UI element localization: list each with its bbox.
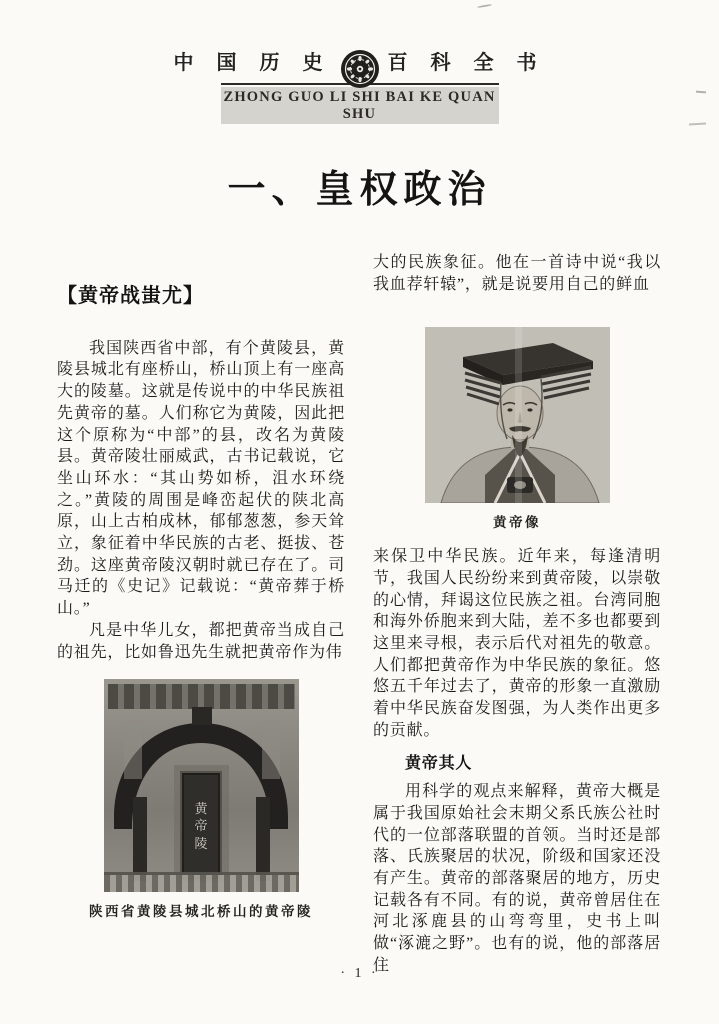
right-column — [373, 252, 661, 976]
book-title-pinyin: ZHONG GUO LI SHI BAI KE QUAN SHU — [221, 87, 499, 124]
book-title-right: 百 科 全 书 — [387, 51, 546, 74]
body-paragraph: 大的民族象征。他在一首诗中说“我以我血荐轩辕”，就是说要用自己的鲜血 — [373, 254, 661, 293]
left-column — [57, 252, 345, 976]
mausoleum-photo — [104, 679, 299, 892]
book-series-title — [0, 40, 719, 80]
mausoleum-photo-figure — [57, 679, 345, 923]
body-paragraph: 来保卫中华民族。近年来，每逢清明节，我国人民纷纷来到黄帝陵，以崇敬的心情，拜谒这位民族之祖。台湾同胞和海外侨胞来到大陆，差不多也都要到这里来寻根，表示后代对祖先的敬意。人们都把黄帝作为中华民族的象征。悠悠五千年过去了，黄帝的形象一直激励着中华民族奋发图强，为人类作出更多的贡献。 — [373, 548, 661, 739]
emperor-portrait — [425, 327, 610, 503]
emperor-portrait-figure — [373, 327, 661, 534]
stele-inscription — [194, 800, 207, 853]
stele-char: 陵 — [194, 836, 208, 852]
publisher-seal-icon — [340, 49, 380, 89]
text-columns — [57, 252, 661, 976]
page-number: · 1 · — [340, 966, 379, 981]
emperor-portrait-drawing — [425, 327, 610, 503]
chapter-title: 一、皇权政治 — [227, 169, 492, 211]
stele-char: 黄 — [194, 800, 208, 816]
stele — [180, 771, 222, 881]
carved-base — [104, 872, 299, 892]
book-header — [0, 40, 719, 124]
body-paragraph: 我国陕西省中部，有个黄陵县，黄陵县城北有座桥山，桥山顶上有一座高大的陵墓。这就是传说中的中华民族祖先黄帝的墓。人们称它为黄陵，因此把这个原称为“中部”的县，改名为黄陵县。黄帝陵壮丽威武，古书记载说，它坐山环水：“其山势如桥，沮水环绕之。”黄陵的周围是峰峦起伏的陕北高原，山上古柏成林，郁郁葱葱，参天耸立，象征着中华民族的古老、挺拔、苍劲。这座黄帝陵汉朝时就已存在了。司马迁的《史记》记载说：“黄帝葬于桥山。” — [57, 339, 345, 618]
entry-title: 【黄帝战蚩尤】 — [57, 285, 204, 307]
sub-heading: 黄帝其人 — [405, 755, 473, 773]
scan-artifact — [477, 4, 492, 9]
header-rule — [221, 83, 499, 124]
photo-caption: 陕西省黄陵县城北桥山的黄帝陵 — [89, 904, 313, 920]
stele-char: 帝 — [194, 818, 208, 834]
body-paragraph: 用科学的观点来解释，黄帝大概是属于我国原始社会末期父系氏族公社时代的一位部落联盟的首领。当时还是部落、氏族聚居的状况，阶级和国家还没有产生。黄帝的部落聚居的地方，历史记载各有不同。有的说，黄帝曾居住在河北涿鹿县的山弯弯里，史书上叫做“涿漉之野”。也有的说，他的部落居住 — [373, 783, 661, 974]
book-title-left: 中 国 历 史 — [173, 51, 332, 74]
body-paragraph: 凡是中华儿女，都把黄帝当成自己的祖先，比如鲁迅先生就把黄帝作为伟 — [57, 621, 345, 661]
portrait-caption: 黄帝像 — [493, 515, 541, 531]
